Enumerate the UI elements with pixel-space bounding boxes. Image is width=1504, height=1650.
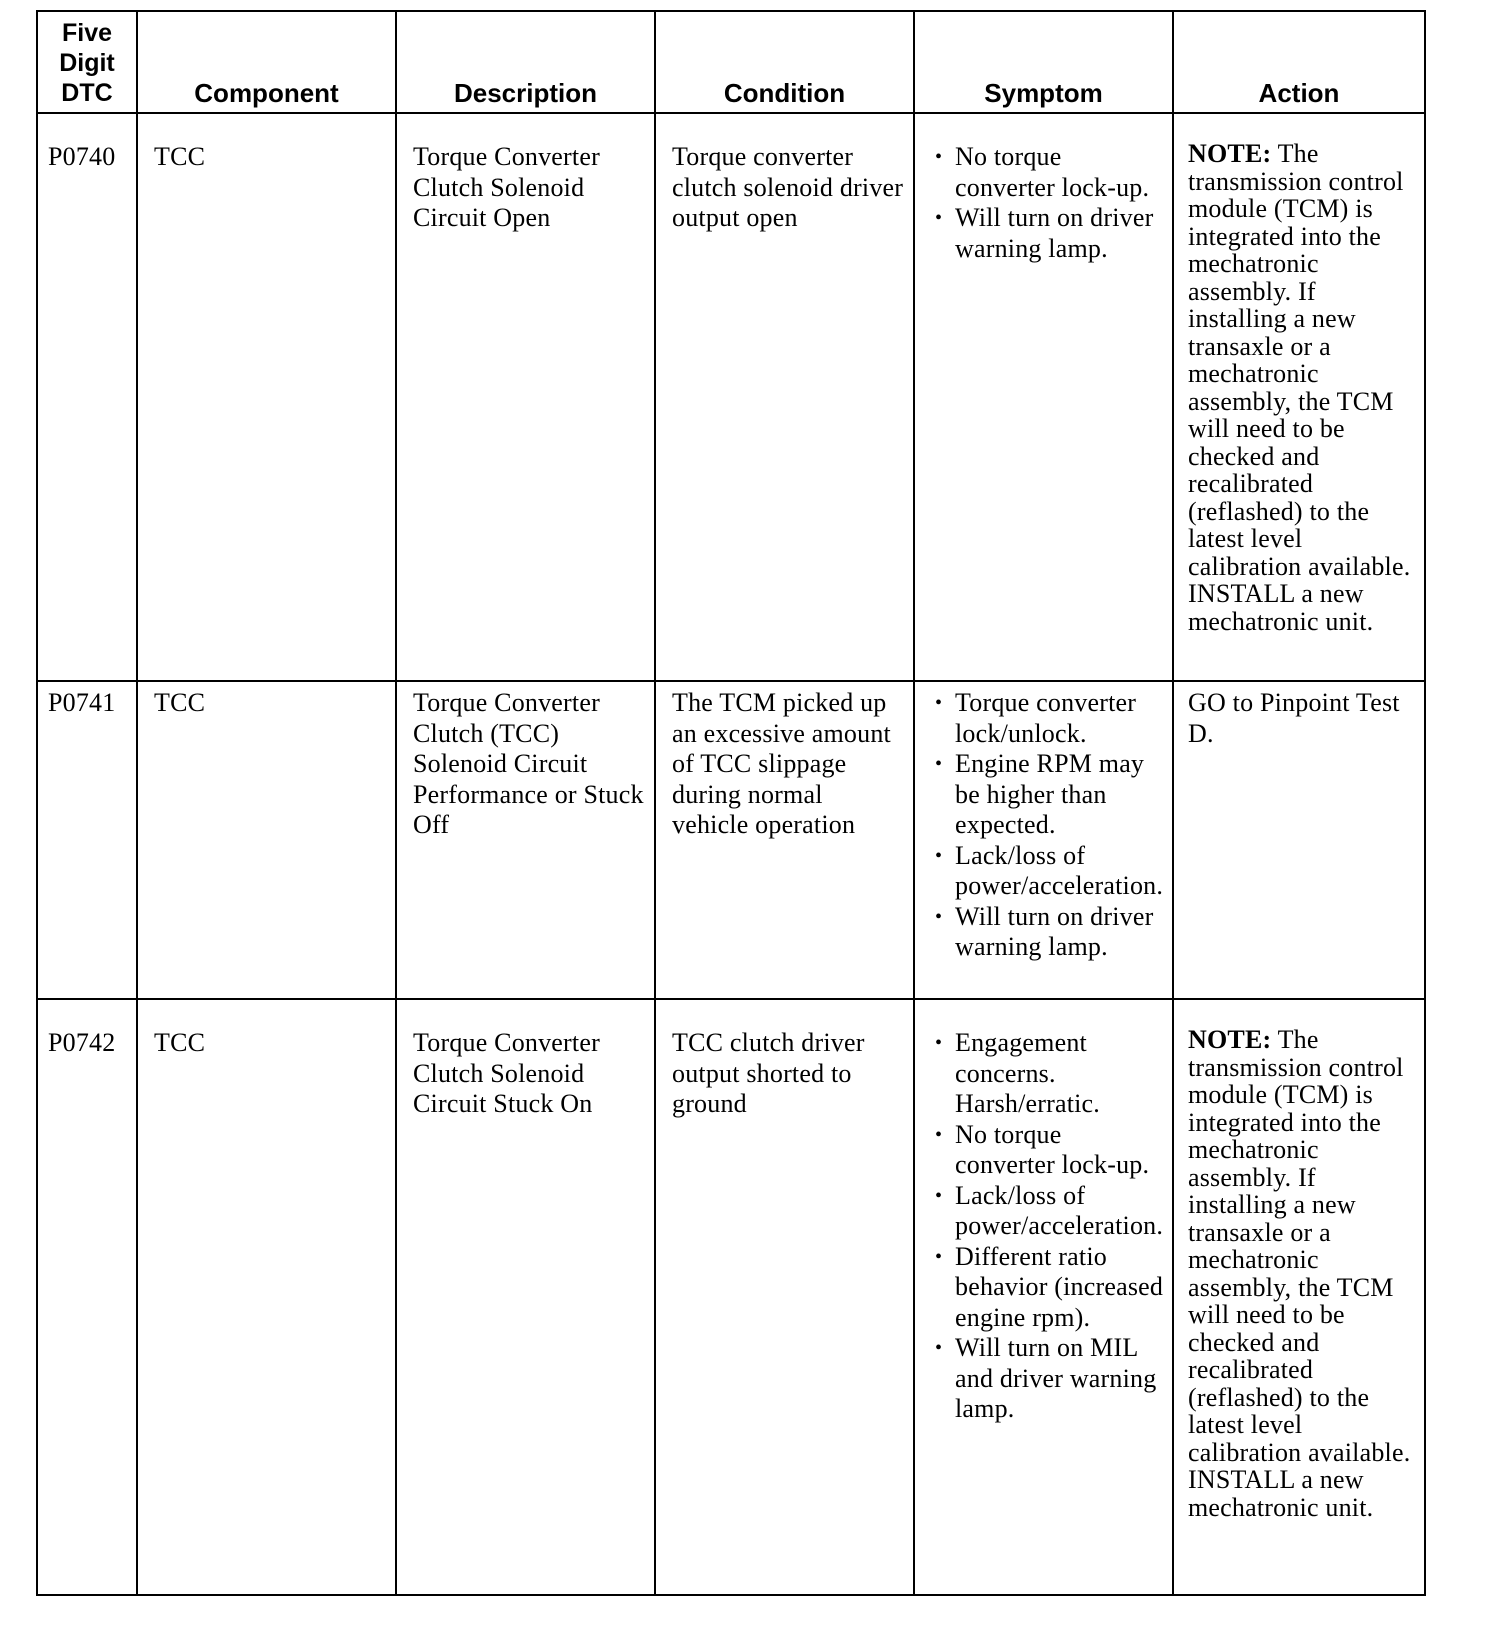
symptom-item [931,902,1164,963]
symptom-cell [914,681,1173,999]
symptom-text: Engine RPM may be higher than expected. [955,749,1145,839]
note-label: NOTE: [1188,1025,1272,1054]
header-description: Description [396,11,655,113]
header-dtc-line3: DTC [61,79,113,107]
symptom-item [931,1242,1164,1334]
dtc-table [36,10,1426,1596]
bullet-icon: • [935,1123,943,1146]
component-value: TCC [154,688,206,717]
header-action: Action [1173,11,1425,113]
action-cell [1173,113,1425,681]
condition-value: TCC clutch driver output shorted to ground [672,1028,865,1118]
dtc-code: P0742 [48,1028,116,1057]
symptom-item [931,1120,1164,1181]
bullet-icon: • [935,1032,943,1054]
dtc-code: P0740 [48,142,116,171]
symptom-list [931,688,1164,963]
action-note-text: The transmission control module (TCM) is integrated into the mechatronic assembly. If installing a new transaxle or a mechatronic assembly, the TCM will need to be checked and recalibrated (reflashed) to the latest level calibration available. [1188,1025,1411,1467]
symptom-cell [914,113,1173,681]
dtc-cell [37,113,137,681]
bullet-icon: • [935,207,943,229]
description-value: Torque Converter Clutch (TCC) Solenoid Circuit Performance or Stuck Off [413,688,644,839]
bullet-icon: • [935,1245,943,1268]
dtc-code: P0741 [48,688,116,717]
symptom-list [931,1028,1164,1425]
condition-cell [655,681,914,999]
symptom-text: Will turn on MIL and driver warning lamp. [955,1333,1157,1423]
action-install: INSTALL a new mechatronic unit. [1188,1465,1374,1522]
header-condition: Condition [655,11,914,113]
symptom-text: No torque converter lock-up. [955,142,1150,202]
table-row [37,999,1425,1595]
symptom-text: Will turn on driver warning lamp. [955,901,1154,961]
symptom-item [931,841,1164,902]
condition-value: Torque converter clutch solenoid driver output open [672,142,904,232]
table-header-row [37,11,1425,113]
symptom-cell [914,999,1173,1595]
header-dtc [37,11,137,113]
symptom-text: Will turn on driver warning lamp. [955,203,1154,263]
action-value: GO to Pinpoint Test D. [1188,688,1400,748]
bullet-icon: • [935,753,943,775]
symptom-text: Torque converter lock/unlock. [955,688,1137,748]
component-cell [137,681,396,999]
header-dtc-line1: Five [61,19,113,47]
bullet-icon: • [935,844,943,867]
symptom-text: Lack/loss of power/acceleration. [955,1180,1164,1240]
symptom-item [931,203,1164,264]
note-label: NOTE: [1188,139,1272,168]
bullet-icon: • [935,146,943,168]
description-cell [396,113,655,681]
component-value: TCC [154,142,206,171]
component-cell [137,999,396,1595]
bullet-icon: • [935,692,943,714]
component-value: TCC [154,1028,206,1057]
symptom-list [931,142,1164,264]
header-component: Component [137,11,396,113]
symptom-item [931,1333,1164,1425]
dtc-cell [37,999,137,1595]
table-row [37,681,1425,999]
description-cell [396,681,655,999]
symptom-item [931,142,1164,203]
symptom-text: Different ratio behavior (increased engine rpm). [955,1241,1164,1332]
component-cell [137,113,396,681]
action-install: INSTALL a new mechatronic unit. [1188,579,1374,636]
condition-value: The TCM picked up an excessive amount of TCC slippage during normal vehicle operation [672,688,891,839]
table-row [37,113,1425,681]
condition-cell [655,999,914,1595]
description-value: Torque Converter Clutch Solenoid Circuit Stuck On [413,1028,600,1118]
action-cell [1173,681,1425,999]
description-cell [396,999,655,1595]
action-note-text: The transmission control module (TCM) is integrated into the mechatronic assembly. If installing a new transaxle or a mechatronic assembly, the TCM will need to be checked and recalibrated (reflashed) to the latest level calibration available. [1188,139,1411,581]
header-dtc-line2: Digit [59,49,115,77]
symptom-text: Lack/loss of power/acceleration. [955,840,1164,900]
description-value: Torque Converter Clutch Solenoid Circuit Open [413,142,600,232]
condition-cell [655,113,914,681]
symptom-item [931,749,1164,841]
bullet-icon: • [935,905,943,928]
action-cell [1173,999,1425,1595]
symptom-item [931,1181,1164,1242]
symptom-text: No torque converter lock-up. [955,1119,1150,1179]
bullet-icon: • [935,1337,943,1359]
symptom-text: Engagement concerns. Harsh/erratic. [955,1028,1101,1118]
header-symptom: Symptom [914,11,1173,113]
dtc-cell [37,681,137,999]
symptom-item [931,688,1164,749]
symptom-item [931,1028,1164,1120]
bullet-icon: • [935,1184,943,1207]
